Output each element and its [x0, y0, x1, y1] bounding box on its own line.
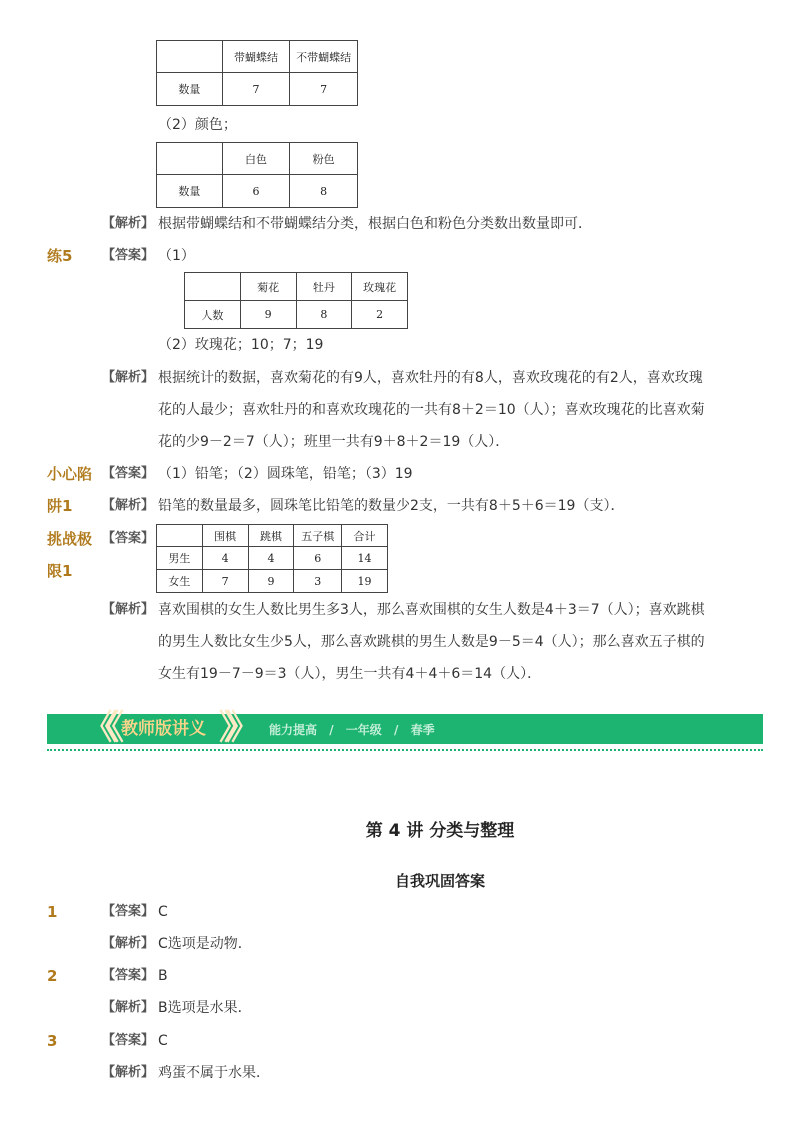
answer-label: 【答案】: [102, 466, 155, 481]
breadcrumb-item: 一年级: [345, 723, 382, 737]
table-cell: 6: [294, 547, 342, 570]
dotted-divider: [47, 749, 763, 751]
table-cell: 带蝴蝶结: [222, 41, 290, 73]
breadcrumb-separator: /: [329, 723, 334, 737]
table-cell: 7: [202, 570, 248, 593]
table-cell: 7: [222, 73, 290, 106]
answer-label: 【答案】: [102, 531, 155, 546]
question-number: 练5: [47, 247, 73, 265]
answer-label: 【答案】: [102, 1033, 155, 1048]
flower-table: [184, 272, 408, 329]
table-cell: 不带蝴蝶结: [290, 41, 358, 73]
answer-text: C: [158, 1033, 168, 1049]
analysis-text: C选项是动物．: [158, 936, 252, 952]
analysis-label: 【解析】: [102, 498, 155, 513]
header-banner: [47, 708, 763, 748]
section-title: 自我巩固答案: [394, 872, 485, 890]
bow-count-table: [156, 40, 358, 106]
table-cell: 8: [296, 301, 352, 329]
table-cell: 围棋: [202, 525, 248, 547]
analysis-label: 【解析】: [102, 1065, 155, 1080]
chevron-right-icon: 》》: [219, 708, 250, 748]
analysis-label: 【解析】: [102, 936, 155, 951]
analysis-text: 铅笔的数量最多，圆珠笔比铅笔的数量少2支，一共有8＋5＋6＝19（支）．: [158, 498, 625, 514]
analysis-text: B选项是水果．: [158, 1000, 252, 1016]
breadcrumb-item: 能力提高: [269, 723, 318, 737]
table-cell: 菊花: [240, 273, 296, 301]
analysis-line: 的男生人数比女生少5人，那么喜欢跳棋的男生人数是9－5＝4（人）；那么喜欢五子棋的: [158, 634, 705, 650]
question-number: 阱1: [47, 497, 73, 515]
analysis-line: 根据统计的数据，喜欢菊花的有9人，喜欢牡丹的有8人，喜欢玫瑰花的有2人，喜欢玫瑰: [158, 370, 703, 386]
breadcrumb-separator: /: [393, 723, 399, 737]
table-cell: 合计: [342, 525, 388, 547]
table-cell: 9: [248, 570, 294, 593]
brand-title: 教师版讲义: [121, 719, 206, 739]
color-count-table: [156, 142, 358, 208]
table-cell: 白色: [222, 143, 290, 175]
answer-label: 【答案】: [102, 904, 155, 919]
table-cell: 五子棋: [294, 525, 342, 547]
analysis-line: 喜欢围棋的女生人数比男生多3人，那么喜欢围棋的女生人数是4＋3＝7（人）；喜欢跳棋: [158, 602, 705, 618]
table-cell: [185, 273, 241, 301]
chevron-left-icon: 《《: [83, 708, 114, 748]
question-number: 限1: [47, 562, 73, 580]
table-cell: 粉色: [290, 143, 358, 175]
analysis-line: 花的人最少；喜欢牡丹的和喜欢玫瑰花的一共有8＋2＝10（人）；喜欢玫瑰花的比喜欢菊: [158, 402, 705, 418]
question-number: 3: [47, 1032, 58, 1050]
table-cell: 数量: [157, 73, 223, 106]
analysis-label: 【解析】: [102, 216, 155, 231]
breadcrumb: [269, 722, 443, 738]
table-cell: 19: [342, 570, 388, 593]
answer-label: 【答案】: [102, 248, 155, 263]
table-cell: 人数: [185, 301, 241, 329]
analysis-text: 根据带蝴蝶结和不带蝴蝶结分类，根据白色和粉色分类数出数量即可．: [158, 216, 592, 232]
table-cell: 7: [290, 73, 358, 106]
table-cell: 牡丹: [296, 273, 352, 301]
answer-text: （1）铅笔；（2）圆珠笔，铅笔；（3）19: [158, 466, 413, 482]
analysis-label: 【解析】: [102, 370, 155, 385]
question-number: 2: [47, 967, 58, 985]
table-cell: 4: [202, 547, 248, 570]
analysis-line: 女生有19－7－9＝3（人），男生一共有4＋4＋6＝14（人）．: [158, 666, 542, 682]
color-line: （2）颜色；: [158, 117, 237, 133]
table-cell: 玫瑰花: [352, 273, 408, 301]
table-cell: [157, 525, 203, 547]
question-number: 挑战极: [47, 530, 93, 548]
chess-table: [156, 524, 388, 593]
answer-text: （1）: [158, 248, 195, 264]
table-cell: 9: [240, 301, 296, 329]
table-cell: 女生: [157, 570, 203, 593]
answer-text: C: [158, 904, 168, 920]
breadcrumb-item: 春季: [410, 723, 435, 737]
table-cell: 14: [342, 547, 388, 570]
analysis-label: 【解析】: [102, 1000, 155, 1015]
analysis-label: 【解析】: [102, 602, 155, 617]
lecture-title: 第 4 讲 分类与整理: [365, 821, 515, 841]
analysis-text: 鸡蛋不属于水果．: [158, 1065, 270, 1081]
question-number: 小心陷: [47, 465, 93, 483]
answer-text: （2）玫瑰花；10；7；19: [158, 337, 324, 353]
table-cell: [157, 143, 223, 175]
table-cell: 跳棋: [248, 525, 294, 547]
answer-label: 【答案】: [102, 968, 155, 983]
question-number: 1: [47, 903, 58, 921]
table-cell: 男生: [157, 547, 203, 570]
analysis-line: 花的少9－2＝7（人）；班里一共有9＋8＋2＝19（人）．: [158, 434, 510, 450]
table-cell: 4: [248, 547, 294, 570]
table-cell: 2: [352, 301, 408, 329]
table-cell: 6: [222, 175, 290, 208]
table-cell: [157, 41, 223, 73]
table-cell: 8: [290, 175, 358, 208]
answer-text: B: [158, 968, 168, 984]
table-cell: 3: [294, 570, 342, 593]
table-cell: 数量: [157, 175, 223, 208]
